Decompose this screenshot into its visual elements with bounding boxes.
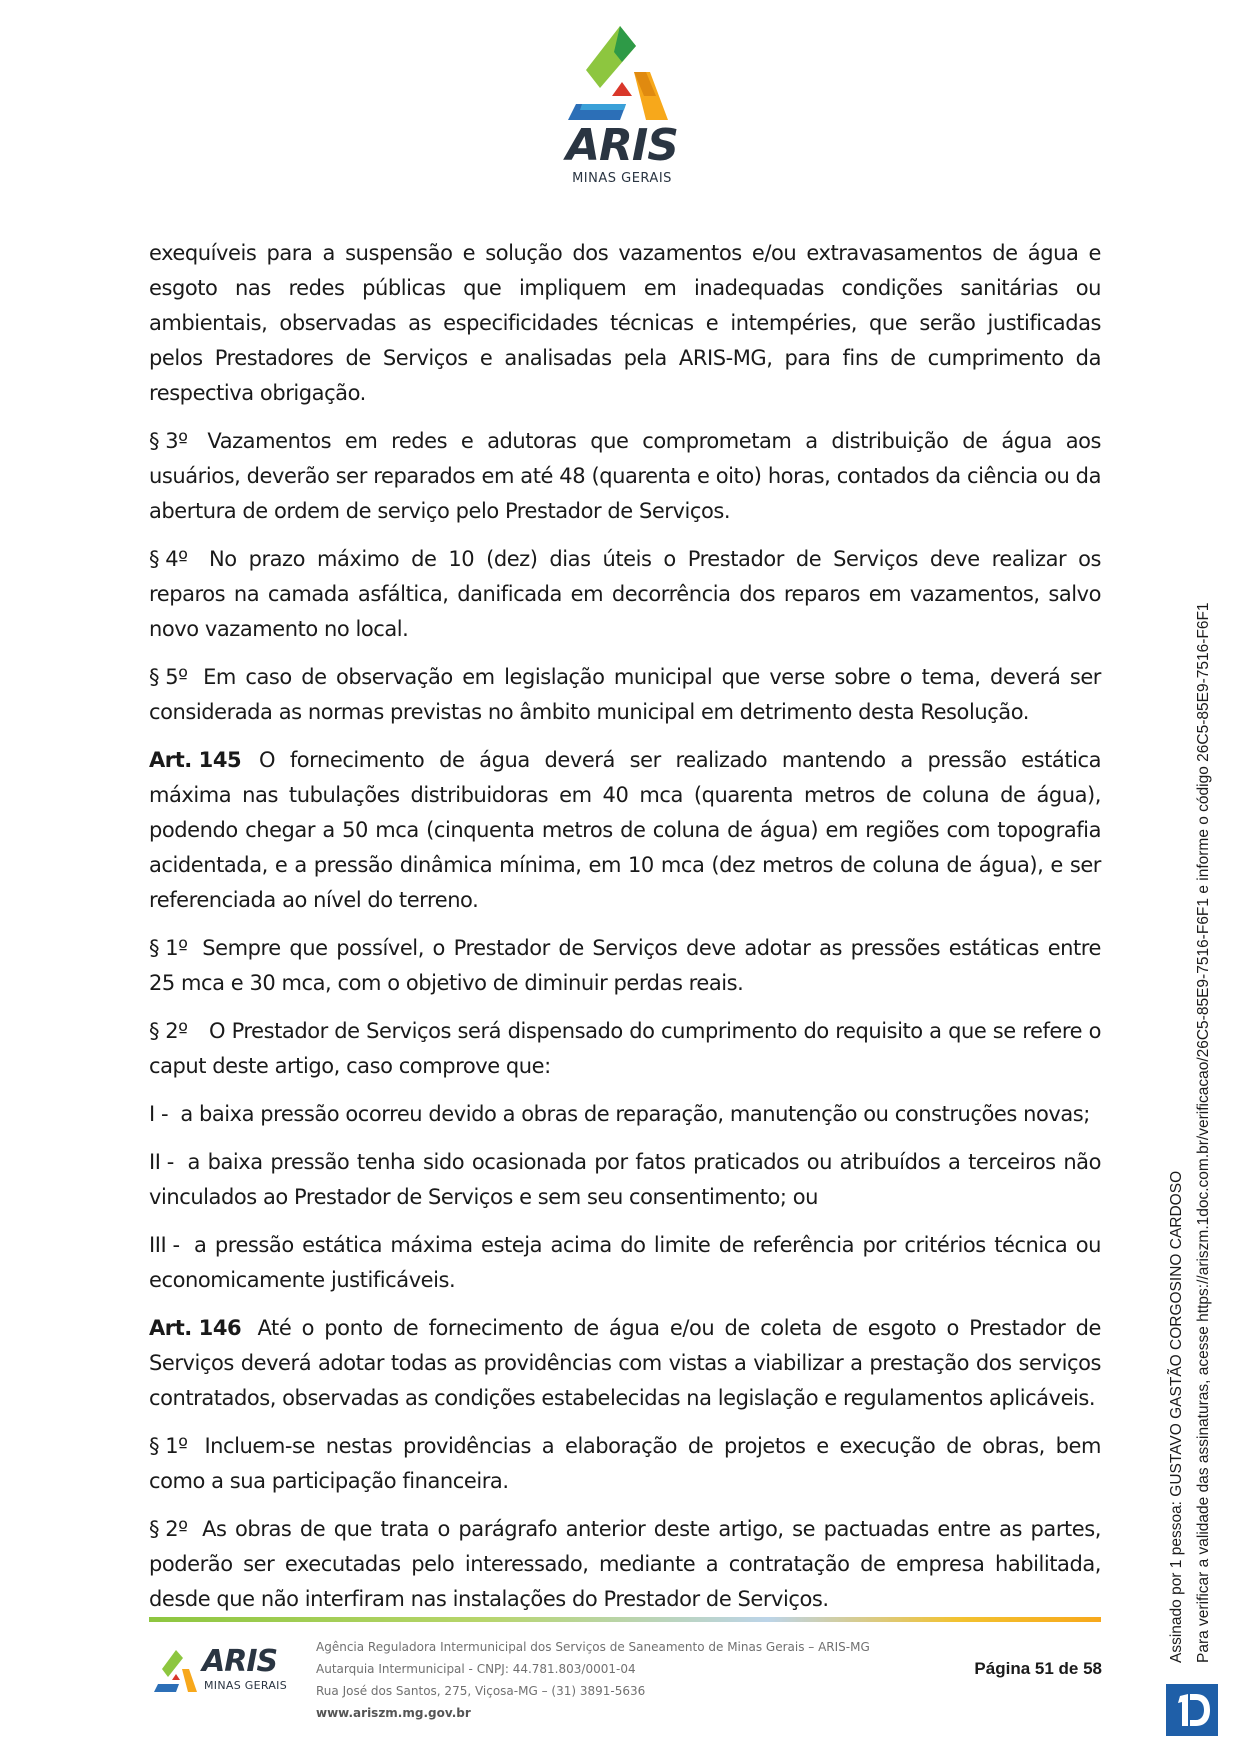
paragraph: § 1º Incluem-se nestas providências a elaboração de projetos e execução de obras, bem como a sua participação financeira. (149, 1429, 1101, 1499)
header-logo (560, 24, 684, 184)
document-body (149, 236, 1101, 1630)
article: Art. 146 Até o ponto de fornecimento de água e/ou de coleta de esgoto o Prestador de Serviços deverá adotar todas as providências com vistas a viabilizar a prestação dos serviços contratados, observadas as condições estabelecidas na legislação e regulamentos aplicáveis. (149, 1311, 1101, 1416)
paragraph-label: § 2º (149, 1517, 188, 1541)
signature-note (1163, 602, 1217, 1663)
list-item: II - a baixa pressão tenha sido ocasionada por fatos praticados ou atribuídos a terceiros não vinculados ao Prestador de Serviços e sem seu consentimento; ou (149, 1145, 1101, 1215)
article-label: Art. 145 (149, 748, 242, 772)
footer-logo-subtext: MINAS GERAIS (204, 1679, 287, 1692)
paragraph-label: § 1º (149, 1434, 188, 1458)
1doc-logo-icon (1166, 1684, 1218, 1736)
paragraph-label: § 3º (149, 429, 188, 453)
paragraph: § 1º Sempre que possível, o Prestador de Serviços deve adotar as pressões estáticas entre 25 mca e 30 mca, com o objetivo de diminuir perdas reais. (149, 931, 1101, 1001)
footer-website-link[interactable]: www.ariszm.mg.gov.br (316, 1706, 471, 1720)
list-item: III - a pressão estática máxima esteja acima do limite de referência por critérios técnica ou economicamente justificáveis. (149, 1228, 1101, 1298)
footer-address: Rua José dos Santos, 275, Viçosa-MG – (31) 3891-5636 (316, 1684, 646, 1698)
page-number: Página 51 de 58 (974, 1659, 1102, 1678)
footer-cnpj: Autarquia Intermunicipal - CNPJ: 44.781.803/0001-04 (316, 1662, 636, 1676)
footer-agency: Agência Reguladora Intermunicipal dos Serviços de Saneamento de Minas Gerais – ARIS-MG (316, 1640, 870, 1654)
article: Art. 145 O fornecimento de água deverá ser realizado mantendo a pressão estática máxima nas tubulações distribuidoras em 40 mca (quarenta metros de coluna de água), podendo chegar a 50 mca (cinquenta metros de coluna de água) em regiões com topografia acidentada, e a pressão dinâmica mínima, em 10 mca (dez metros de coluna de água), e ser referenciada ao nível do terreno. (149, 743, 1101, 918)
list-item-label: I - (149, 1102, 169, 1126)
aris-logo-mark-icon (152, 1648, 200, 1694)
list-item-label: II - (149, 1150, 174, 1174)
paragraph: § 2º As obras de que trata o parágrafo anterior deste artigo, se pactuadas entre as partes, poderão ser executadas pelo interessado, mediante a contratação de empresa habilitada, desde que não interfiram nas instalações do Prestador de Serviços. (149, 1512, 1101, 1617)
paragraph: § 3º Vazamentos em redes e adutoras que comprometam a distribuição de água aos usuários, deverão ser reparados em até 48 (quarenta e oito) horas, contados da ciência ou da abertura de ordem de serviço pelo Prestador de Serviços. (149, 424, 1101, 529)
footer-logo (152, 1644, 300, 1698)
1doc-badge-icon (1166, 1684, 1218, 1736)
aris-logo-mark-icon (560, 24, 684, 124)
paragraph: exequíveis para a suspensão e solução dos vazamentos e/ou extravasamentos de água e esgoto nas redes públicas que impliquem em inadequadas condições sanitárias ou ambientais, observadas as especificidades técnicas e intempéries, que serão justificadas pelos Prestadores de Serviços e analisadas pela ARIS-MG, para fins de cumprimento da respectiva obrigação. (149, 241, 1101, 405)
list-item: I - a baixa pressão ocorreu devido a obras de reparação, manutenção ou construções novas; (149, 1097, 1101, 1132)
signature-verification-link[interactable]: Para verificar a validade das assinaturas, acesse https://ariszm.1doc.com.br/verificacao/26C5-85E9-7516-F6F1 e informe o código 26C5-85E9-7516-F6F1 (1195, 602, 1212, 1663)
paragraph-label: § 2º (149, 1019, 188, 1043)
paragraph-label: § 1º (149, 936, 188, 960)
paragraph: § 5º Em caso de observação em legislação municipal que verse sobre o tema, deverá ser considerada as normas previstas no âmbito municipal em detrimento desta Resolução. (149, 660, 1101, 730)
article-label: Art. 146 (149, 1316, 242, 1340)
paragraph-label: § 4º (149, 547, 188, 571)
footer-info (316, 1636, 870, 1724)
signature-signer: Assinado por 1 pessoa: GUSTAVO GASTÃO CORGOSINO CARDOSO (1168, 1170, 1185, 1663)
header-logo-text: ARIS (566, 120, 678, 171)
footer-logo-text: ARIS (202, 1644, 278, 1679)
paragraph-label: § 5º (149, 665, 188, 689)
paragraph: § 4º No prazo máximo de 10 (dez) dias úteis o Prestador de Serviços deve realizar os reparos na camada asfáltica, danificada em decorrência dos reparos em vazamentos, salvo novo vazamento no local. (149, 542, 1101, 647)
footer-divider (149, 1617, 1101, 1622)
list-item-label: III - (149, 1233, 180, 1257)
header-logo-subtext: MINAS GERAIS (572, 171, 672, 186)
paragraph: § 2º O Prestador de Serviços será dispensado do cumprimento do requisito a que se refere o caput deste artigo, caso comprove que: (149, 1014, 1101, 1084)
